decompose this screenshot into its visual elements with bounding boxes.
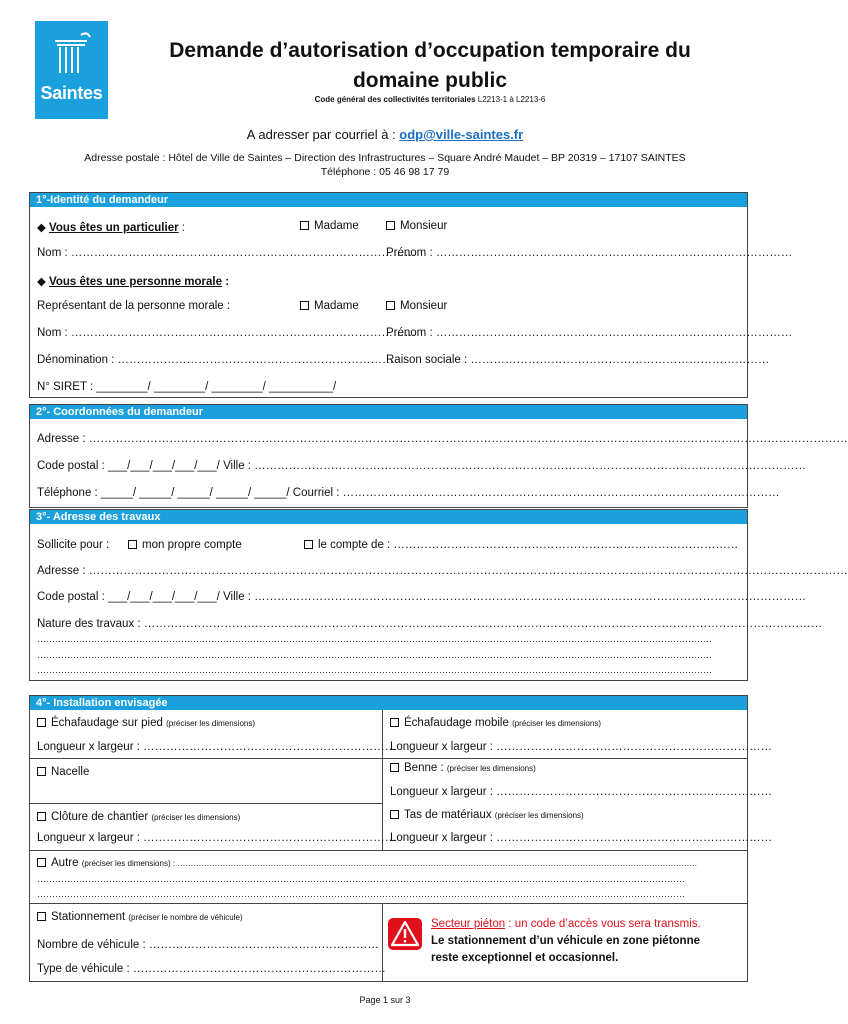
checkbox[interactable] <box>37 912 46 921</box>
code-postal-travaux-field[interactable]: Code postal : ___/___/___/___/___/ Ville : ……………………………………………………………………………………………………………………………… <box>37 591 807 603</box>
prenom-field-1[interactable]: Prénom : ………………………………………………………………………………… <box>386 247 793 259</box>
autre-label: Autre <box>51 857 79 869</box>
representant-label: Représentant de la personne morale : <box>37 300 231 312</box>
stationnement-option[interactable] <box>37 911 243 923</box>
compte-de-label: le compte de : ……………………………………………………………………………… <box>318 539 739 551</box>
checkbox[interactable] <box>300 221 309 230</box>
madame-label: Madame <box>314 220 359 232</box>
autre-line-1[interactable]: ……………………………………………………………………………………………………………………………………………………………………………………………… <box>37 874 685 884</box>
dimensions-field[interactable]: Longueur x largeur : ……………………………………………………………… <box>390 741 773 753</box>
secteur-pieton-line <box>431 918 701 930</box>
divider <box>382 710 383 850</box>
section-4-title: 4°- Installation envisagée <box>30 696 747 710</box>
echafaudage-pied-label: Échafaudage sur pied <box>51 717 163 729</box>
monsieur-option-2[interactable] <box>386 300 447 312</box>
colon: : <box>222 276 230 288</box>
nom-field-1[interactable]: Nom : ……………………………………………………………………………… <box>37 247 416 259</box>
secteur-pieton-text: : un code d’accès vous sera transmis. <box>505 918 701 930</box>
checkbox[interactable] <box>128 540 137 549</box>
nombre-vehicule-field[interactable]: Nombre de véhicule : …………………………………………………… <box>37 939 379 951</box>
city-columns-icon <box>35 21 108 81</box>
hint: (préciser le nombre de véhicule) <box>128 913 243 922</box>
section-adresse-travaux <box>29 509 848 681</box>
divider <box>30 850 747 851</box>
phone-line: Téléphone : 05 46 98 17 79 <box>320 166 450 178</box>
checkbox[interactable] <box>390 718 399 727</box>
code-ref: L2213-1 à L2213-6 <box>475 95 546 104</box>
checkbox[interactable] <box>37 858 46 867</box>
particulier-label: ◆ Vous êtes un particulier : <box>37 222 185 234</box>
divider <box>30 803 382 804</box>
mail-line <box>0 127 770 142</box>
stationnement-label: Stationnement <box>51 911 126 923</box>
page-number: Page 1 sur 3 <box>359 995 411 1005</box>
echafaudage-pied-option[interactable] <box>37 717 255 729</box>
warning-line-1: Le stationnement d’un véhicule en zone piétonne <box>431 935 701 947</box>
checkbox[interactable] <box>37 812 46 821</box>
hint: (préciser les dimensions) <box>494 811 584 820</box>
cloture-label: Clôture de chantier <box>51 811 149 823</box>
checkbox[interactable] <box>386 301 395 310</box>
hint: (préciser les dimensions) <box>166 719 256 728</box>
checkbox[interactable] <box>304 540 313 549</box>
dimensions-field[interactable]: Longueur x largeur : ………………………………………………………… <box>37 832 397 844</box>
particulier-text: Vous êtes un particulier <box>49 222 179 234</box>
nature-line-3[interactable]: ……………………………………………………………………………………………………………………………………………………………………………………………………… <box>37 665 712 675</box>
checkbox[interactable] <box>37 767 46 776</box>
nacelle-option[interactable] <box>37 766 89 778</box>
nacelle-label: Nacelle <box>51 766 90 778</box>
divider <box>30 758 747 759</box>
checkbox[interactable] <box>300 301 309 310</box>
nature-line-2[interactable]: ……………………………………………………………………………………………………………………………………………………………………………………………………… <box>37 650 712 660</box>
postal-line: Adresse postale : Hôtel de Ville de Saintes – Direction des Infrastructures – Square André Maudet – BP 20319 – 17107 SAINTES <box>84 152 686 164</box>
page-title <box>130 36 730 96</box>
dimensions-field[interactable]: Longueur x largeur : ……………………………………………………………… <box>390 786 773 798</box>
legal-code <box>130 95 730 104</box>
section-3-title: 3°- Adresse des travaux <box>30 510 747 524</box>
autre-dimensions-field[interactable]: (préciser les dimensions) : …………………………………………………………………………………………………………………………………………………………………………… <box>81 859 698 868</box>
echafaudage-mobile-label: Échafaudage mobile <box>404 717 509 729</box>
madame-label: Madame <box>314 300 359 312</box>
compte-de-option[interactable] <box>304 539 738 551</box>
adresse-field[interactable]: Adresse : ……………………………………………………………………………………………………………………………………………………………………………… <box>37 433 848 445</box>
siret-field[interactable]: N° SIRET : ________/ ________/ ________/ __________/ <box>37 381 337 393</box>
dimensions-field[interactable]: Longueur x largeur : ……………………………………………………………… <box>390 832 773 844</box>
section-2-title: 2°- Coordonnées du demandeur <box>30 405 747 419</box>
monsieur-label: Monsieur <box>400 220 448 232</box>
type-vehicule-field[interactable]: Type de véhicule : ………………………………………………………… <box>37 963 386 975</box>
title-line-2: domaine public <box>352 69 507 92</box>
warning-line-2: reste exceptionnel et occasionnel. <box>431 952 619 964</box>
hint: (préciser les dimensions) <box>512 719 601 728</box>
tas-materiaux-label: Tas de matériaux <box>404 809 492 821</box>
propre-label: mon propre compte <box>142 539 242 551</box>
section-coordonnees <box>29 404 848 508</box>
email-link[interactable]: odp@ville-saintes.fr <box>399 127 524 142</box>
section-identite <box>29 192 793 398</box>
propre-compte-option[interactable] <box>128 539 242 551</box>
nom-field-2[interactable]: Nom : ……………………………………………………………………………… <box>37 327 416 339</box>
colon: : <box>178 222 185 234</box>
morale-label: ◆ Vous êtes une personne morale : <box>37 276 230 288</box>
madame-option-2[interactable] <box>300 300 359 312</box>
hint: (préciser les dimensions) <box>446 764 536 773</box>
postal-address <box>0 151 770 179</box>
checkbox[interactable] <box>390 810 399 819</box>
autre-line-2[interactable]: ……………………………………………………………………………………………………………………………………………………………………………………………… <box>37 889 685 899</box>
nature-line-1[interactable]: ……………………………………………………………………………………………………………………………………………………………………………………………………… <box>37 634 712 644</box>
denomination-field[interactable]: Dénomination : ……………………………………………………………… <box>37 354 394 366</box>
sollicite-label: Sollicite pour : <box>37 539 110 551</box>
echafaudage-mobile-option[interactable] <box>390 717 601 729</box>
saintes-logo <box>35 21 108 119</box>
benne-option[interactable] <box>390 762 536 774</box>
checkbox[interactable] <box>37 718 46 727</box>
telephone-field[interactable]: Téléphone : _____/ _____/ _____/ _____/ _____/ Courriel : …………………………………………………………………………………………………… <box>37 487 780 499</box>
cloture-option[interactable] <box>37 811 240 823</box>
checkbox[interactable] <box>390 763 399 772</box>
divider <box>30 903 747 904</box>
mail-label: A adresser par courriel à : <box>246 127 400 142</box>
benne-label: Benne : <box>404 762 444 774</box>
secteur-pieton-label: Secteur piéton <box>431 918 506 930</box>
monsieur-option-1[interactable] <box>386 220 447 232</box>
section-1-title: 1°-Identité du demandeur <box>30 193 747 207</box>
code-postal-field[interactable]: Code postal : ___/___/___/___/___/ Ville : ……………………………………………………………………………………………………………………………… <box>37 460 807 472</box>
section-installation <box>29 695 773 982</box>
hint: (préciser les dimensions) <box>151 813 241 822</box>
warning-icon <box>388 918 422 950</box>
logo-text: Saintes <box>40 83 103 103</box>
nature-travaux-field[interactable]: Nature des travaux : …………………………………………………………………………………………………………………………………………………………… <box>37 618 823 630</box>
title-line-1: Demande d’autorisation d’occupation temporaire du <box>169 39 691 62</box>
dimensions-field[interactable]: Longueur x largeur : ………………………………………………………… <box>37 741 397 753</box>
prenom-field-2[interactable]: Prénom : ………………………………………………………………………………… <box>386 327 793 339</box>
code-label: Code général des collectivités territoriales <box>314 95 476 104</box>
monsieur-label: Monsieur <box>400 300 448 312</box>
madame-option-1[interactable] <box>300 220 359 232</box>
checkbox[interactable] <box>386 221 395 230</box>
tas-materiaux-option[interactable] <box>390 809 584 821</box>
morale-text: Vous êtes une personne morale <box>49 276 223 288</box>
raison-sociale-field[interactable]: Raison sociale : …………………………………………………………………… <box>386 354 770 366</box>
adresse-travaux-field[interactable]: Adresse : ……………………………………………………………………………………………………………………………………………………………………………… <box>37 565 848 577</box>
autre-option[interactable] <box>37 857 697 869</box>
